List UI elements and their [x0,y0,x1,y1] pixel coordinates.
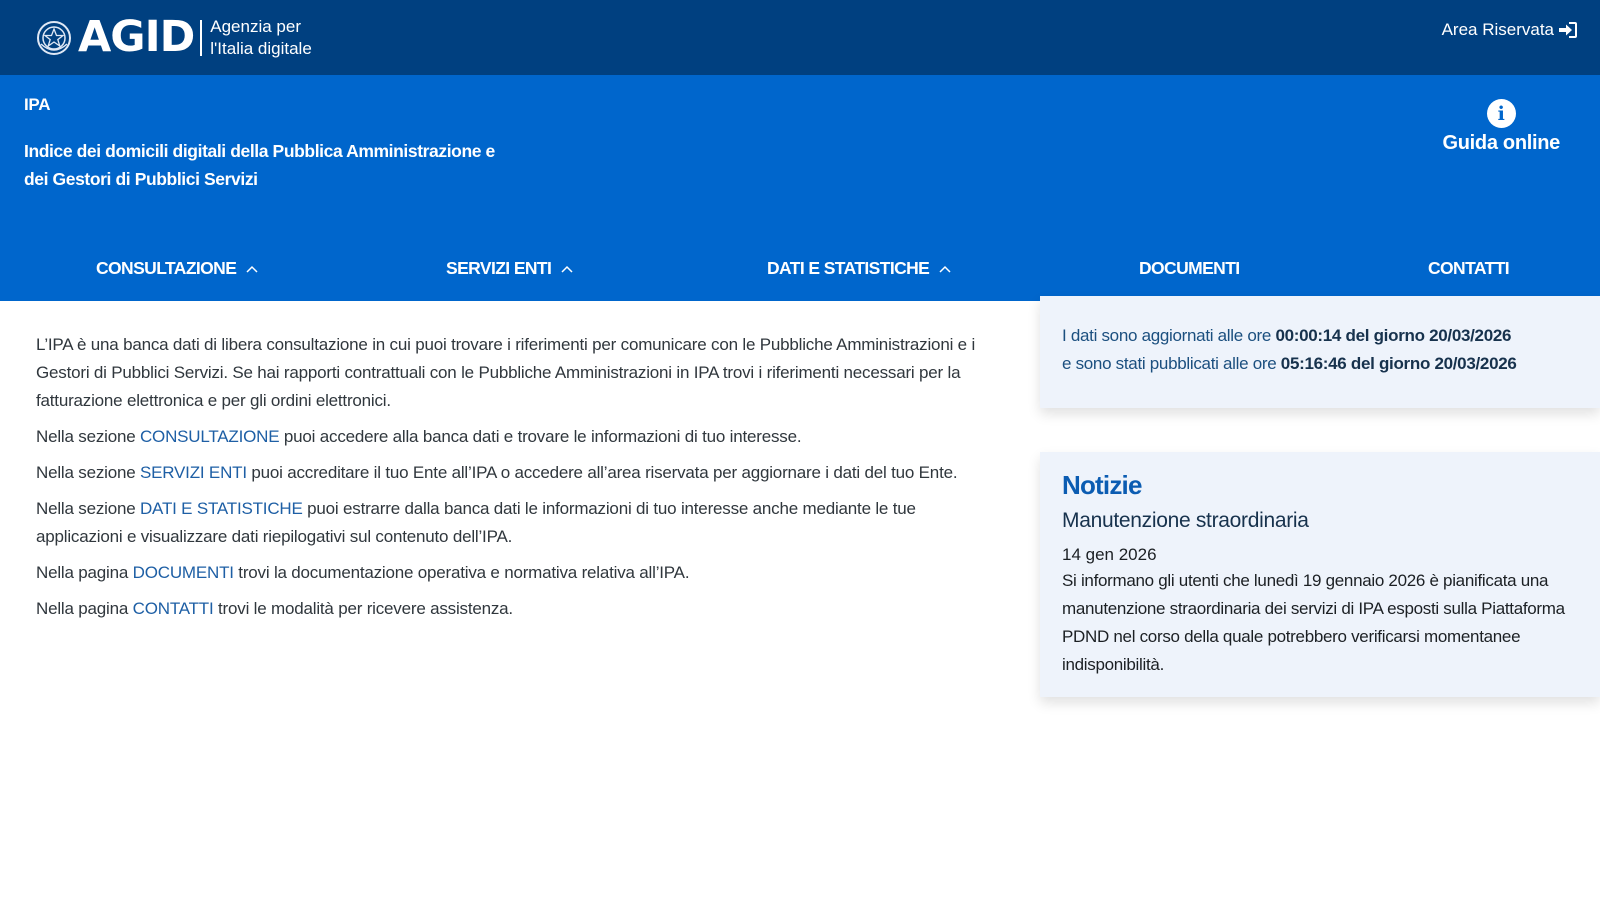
sign-in-icon [1558,20,1578,40]
intro-section [0,331,1000,631]
section-paragraph [36,495,990,551]
nav-item-documenti[interactable] [1139,258,1240,279]
news-item-date: 14 gen 2026 [1062,545,1157,564]
nav-item-dati-statistiche[interactable] [767,258,951,279]
paragraph-text: Nella pagina [36,563,133,582]
publish-label: e sono stati pubblicati alle ore [1062,354,1281,373]
slim-header [0,0,1600,75]
area-riservata-link[interactable] [1442,20,1578,40]
info-icon: i [1487,99,1516,128]
paragraph-text: trovi la documentazione operativa e normativa relativa all’IPA. [233,563,690,582]
area-riservata-label: Area Riservata [1441,19,1554,39]
guida-online-label: Guida online [1442,132,1560,154]
update-info-card [1040,296,1600,408]
publish-line [1062,350,1578,378]
section-paragraph [36,595,990,623]
sidebar [1040,296,1600,697]
documenti-link[interactable]: DOCUMENTI [132,563,234,582]
chevron-up-icon [561,265,573,273]
consultazione-link[interactable]: CONSULTAZIONE [139,427,280,446]
italian-republic-emblem-icon [36,20,72,56]
news-card [1040,452,1600,697]
paragraph-text: Nella pagina [36,599,133,618]
nav-label: DATI E STATISTICHE [767,258,930,278]
news-item-body: Si informano gli utenti che lunedì 19 gennaio 2026 è pianificata una manutenzione straordinaria dei servizi di IPA esposti sulla Piattaforma PDND nel corso della quale potrebbero verificarsi momentanee indisponibilità. [1062,571,1565,674]
dati-statistiche-link[interactable]: DATI E STATISTICHE [139,499,303,518]
news-heading: Notizie [1062,470,1142,500]
intro-paragraph: L’IPA è una banca dati di libera consultazione in cui puoi trovare i riferimenti per comunicare con le Pubbliche Amministrazioni e i Gestori di Pubblici Servizi. Se hai rapporti contrattuali con le Pubbliche Amministrazioni in IPA trovi i riferimenti necessari per la fatturazione elettronica e per gli ordini elettronici. [36,335,976,410]
nav-item-consultazione[interactable] [96,258,258,279]
nav-label: CONSULTAZIONE [96,258,237,278]
nav-label: SERVIZI ENTI [446,258,552,278]
paragraph-text: puoi estrarre dalla banca dati le informazioni di tuo interesse anche mediante le tue applicazioni e visualizzare dati riepilogativi sul contenuto dell’IPA. [36,499,916,546]
site-title[interactable]: IPA [24,95,51,114]
paragraph-text: puoi accedere alla banca dati e trovare le informazioni di tuo interesse. [279,427,802,446]
update-timestamp: 00:00:14 del giorno 20/03/2026 [1275,326,1512,345]
nav-item-contatti[interactable] [1428,258,1509,279]
update-line [1062,322,1578,350]
section-paragraph [36,459,990,487]
brand-name: AGID [78,12,195,62]
section-paragraph [36,423,990,451]
brand-subtitle-line1: Agenzia per [210,16,301,36]
nav-label: CONTATTI [1428,258,1510,278]
contatti-link[interactable]: CONTATTI [132,599,214,618]
update-label: I dati sono aggiornati alle ore [1062,326,1276,345]
nav-item-servizi-enti[interactable] [446,258,573,279]
section-paragraph [36,559,990,587]
guida-online-button[interactable] [1442,99,1560,155]
center-header [0,75,1600,267]
chevron-up-icon [939,265,951,273]
nav-label: DOCUMENTI [1139,258,1240,278]
paragraph-text: trovi le modalità per ricevere assistenza. [213,599,513,618]
paragraph-text: Nella sezione [36,463,140,482]
news-item-title[interactable]: Manutenzione straordinaria [1062,509,1309,532]
site-description: Indice dei domicili digitali della Pubblica Amministrazione e dei Gestori di Pubblici Servizi [24,141,495,189]
servizi-enti-link[interactable]: SERVIZI ENTI [139,463,247,482]
paragraph-text: Nella sezione [36,427,140,446]
brand-separator [200,20,202,56]
brand-subtitle-line2: l'Italia digitale [210,38,312,58]
brand-subtitle [210,16,312,60]
chevron-up-icon [246,265,258,273]
publish-timestamp: 05:16:46 del giorno 20/03/2026 [1280,354,1517,373]
paragraph-text: Nella sezione [36,499,140,518]
agid-brand-link[interactable] [36,12,312,62]
paragraph-text: puoi accreditare il tuo Ente all’IPA o accedere all’area riservata per aggiornare i dati del tuo Ente. [246,463,958,482]
